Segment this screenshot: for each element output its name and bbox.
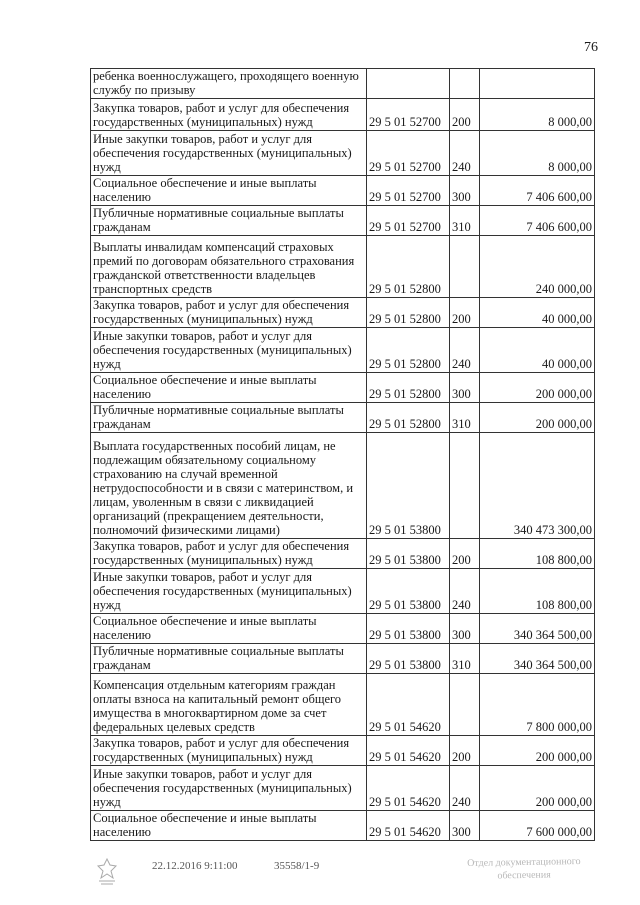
row-amount: 240 000,00 [480, 236, 595, 298]
row-type: 310 [450, 644, 480, 674]
row-type: 240 [450, 766, 480, 811]
row-name: Публичные нормативные социальные выплаты гражданам [91, 644, 367, 674]
row-amount: 40 000,00 [480, 328, 595, 373]
row-type: 200 [450, 99, 480, 131]
document-logo-icon [94, 856, 120, 889]
table-row [91, 69, 595, 99]
footer-doc-number: 35558/1-9 [274, 860, 320, 872]
table-row [91, 766, 595, 811]
row-type: 200 [450, 736, 480, 766]
row-code: 29 5 01 54620 [367, 811, 450, 841]
row-code: 29 5 01 52800 [367, 236, 450, 298]
row-code: 29 5 01 52700 [367, 206, 450, 236]
row-code: 29 5 01 53800 [367, 644, 450, 674]
row-amount: 200 000,00 [480, 736, 595, 766]
row-amount: 40 000,00 [480, 298, 595, 328]
row-amount: 200 000,00 [480, 373, 595, 403]
table-row [91, 236, 595, 298]
row-code: 29 5 01 54620 [367, 766, 450, 811]
row-code: 29 5 01 52700 [367, 131, 450, 176]
row-amount: 8 000,00 [480, 99, 595, 131]
row-type: 300 [450, 373, 480, 403]
row-amount: 108 800,00 [480, 539, 595, 569]
row-code: 29 5 01 52800 [367, 403, 450, 433]
row-code: 29 5 01 52800 [367, 373, 450, 403]
row-name: Публичные нормативные социальные выплаты гражданам [91, 206, 367, 236]
table-row [91, 403, 595, 433]
row-amount: 7 600 000,00 [480, 811, 595, 841]
row-type [450, 236, 480, 298]
row-name: Иные закупки товаров, работ и услуг для обеспечения государственных (муниципальных) нужд [91, 328, 367, 373]
row-amount: 340 364 500,00 [480, 614, 595, 644]
row-name: Иные закупки товаров, работ и услуг для обеспечения государственных (муниципальных) нужд [91, 569, 367, 614]
row-code [367, 69, 450, 99]
row-amount: 340 473 300,00 [480, 433, 595, 539]
row-type [450, 433, 480, 539]
row-name: Иные закупки товаров, работ и услуг для обеспечения государственных (муниципальных) нужд [91, 131, 367, 176]
table-row [91, 373, 595, 403]
table-row [91, 433, 595, 539]
footer [0, 856, 640, 896]
row-amount: 7 406 600,00 [480, 206, 595, 236]
row-amount: 340 364 500,00 [480, 644, 595, 674]
row-type: 240 [450, 569, 480, 614]
table-row [91, 539, 595, 569]
row-amount [480, 69, 595, 99]
row-code: 29 5 01 53800 [367, 539, 450, 569]
row-code: 29 5 01 52800 [367, 298, 450, 328]
row-type: 200 [450, 298, 480, 328]
row-name: Социальное обеспечение и иные выплаты населению [91, 614, 367, 644]
table-row [91, 131, 595, 176]
row-amount: 7 800 000,00 [480, 674, 595, 736]
row-type: 300 [450, 614, 480, 644]
row-amount: 8 000,00 [480, 131, 595, 176]
row-code: 29 5 01 53800 [367, 614, 450, 644]
row-name: Публичные нормативные социальные выплаты гражданам [91, 403, 367, 433]
row-type: 200 [450, 539, 480, 569]
row-type [450, 69, 480, 99]
row-amount: 108 800,00 [480, 569, 595, 614]
row-type: 300 [450, 811, 480, 841]
table-row [91, 298, 595, 328]
table-row [91, 736, 595, 766]
row-name: Социальное обеспечение и иные выплаты населению [91, 373, 367, 403]
row-code: 29 5 01 54620 [367, 674, 450, 736]
row-code: 29 5 01 53800 [367, 569, 450, 614]
table-row [91, 614, 595, 644]
row-type: 300 [450, 176, 480, 206]
row-code: 29 5 01 54620 [367, 736, 450, 766]
table-row [91, 644, 595, 674]
row-name: Иные закупки товаров, работ и услуг для обеспечения государственных (муниципальных) нужд [91, 766, 367, 811]
row-code: 29 5 01 52700 [367, 176, 450, 206]
row-amount: 7 406 600,00 [480, 176, 595, 206]
row-code: 29 5 01 52800 [367, 328, 450, 373]
row-name: Закупка товаров, работ и услуг для обеспечения государственных (муниципальных) нужд [91, 736, 367, 766]
row-name: Компенсация отдельным категориям граждан оплаты взноса на капитальный ремонт общего имущества в многоквартирном доме за счет федеральных целевых средств [91, 674, 367, 736]
row-name: Социальное обеспечение и иные выплаты населению [91, 811, 367, 841]
row-type: 310 [450, 403, 480, 433]
row-name: Закупка товаров, работ и услуг для обеспечения государственных (муниципальных) нужд [91, 298, 367, 328]
row-name: Выплата государственных пособий лицам, не подлежащим обязательному социальному страхованию на случай временной нетрудоспособности и в связи с материнством, и лицам, уволенным в связи с ликвидацией организаций (прекращением деятельности, полномочий физическими лицами) [91, 433, 367, 539]
row-code: 29 5 01 52700 [367, 99, 450, 131]
table-row [91, 569, 595, 614]
row-name: Выплаты инвалидам компенсаций страховых премий по договорам обязательного страхования гражданской ответственности владельцев транспортных средств [91, 236, 367, 298]
row-type: 240 [450, 328, 480, 373]
table-row [91, 811, 595, 841]
row-type [450, 674, 480, 736]
row-amount: 200 000,00 [480, 766, 595, 811]
footer-stamp: Отдел документационного обеспечения [467, 856, 581, 882]
row-amount: 200 000,00 [480, 403, 595, 433]
row-name: Социальное обеспечение и иные выплаты населению [91, 176, 367, 206]
page-number: 76 [584, 40, 598, 55]
row-name: ребенка военнослужащего, проходящего военную службу по призыву [91, 69, 367, 99]
row-type: 240 [450, 131, 480, 176]
budget-table [90, 68, 595, 841]
row-type: 310 [450, 206, 480, 236]
row-name: Закупка товаров, работ и услуг для обеспечения государственных (муниципальных) нужд [91, 539, 367, 569]
row-code: 29 5 01 53800 [367, 433, 450, 539]
table-row [91, 328, 595, 373]
table-row [91, 206, 595, 236]
table-row [91, 674, 595, 736]
row-name: Закупка товаров, работ и услуг для обеспечения государственных (муниципальных) нужд [91, 99, 367, 131]
table-row [91, 99, 595, 131]
footer-date: 22.12.2016 9:11:00 [152, 860, 238, 872]
table-row [91, 176, 595, 206]
